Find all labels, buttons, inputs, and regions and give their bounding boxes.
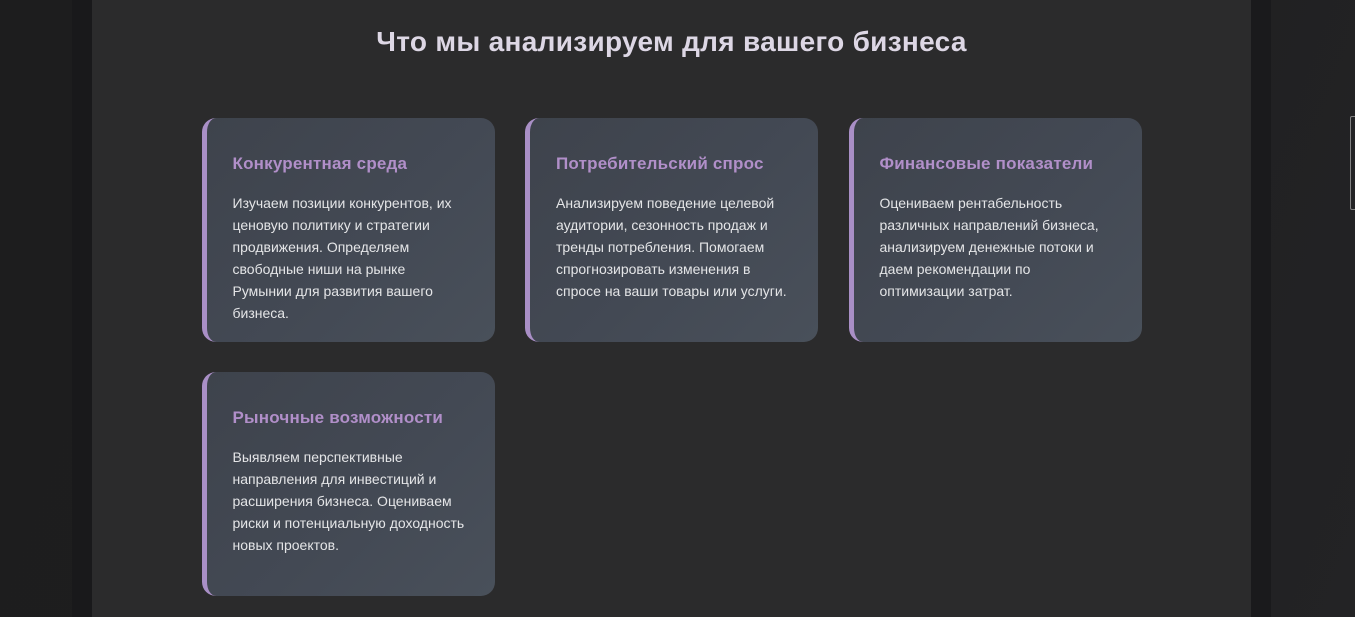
card-market-opportunities (202, 372, 495, 596)
partial-offscreen-widget[interactable] (1350, 116, 1355, 210)
section-title: Что мы анализируем для вашего бизнеса (376, 26, 967, 57)
card-title: Потребительский спрос (556, 154, 764, 173)
card-consumer-demand (525, 118, 818, 342)
content-column (72, 0, 1271, 617)
card-description: Анализируем поведение целевой аудитории, сезонность продаж и тренды потребления. Помогаем спрогнозировать изменения в спросе на ваши товары или услуги. (556, 195, 787, 299)
card-title: Финансовые показатели (879, 154, 1094, 173)
card-description: Выявляем перспективные направления для инвестиций и расширения бизнеса. Оцениваем риски и потенциальную доходность новых проектов. (232, 449, 465, 553)
card-description: Изучаем позиции конкурентов, их ценовую политику и стратегии продвижения. Определяем свободные ниши на рынке Румынии для развития вашего бизнеса. (232, 195, 452, 321)
card-title: Рыночные возможности (232, 408, 444, 427)
analysis-cards-grid (202, 118, 1142, 596)
card-title: Конкурентная среда (232, 154, 408, 173)
card-financial-indicators (849, 118, 1142, 342)
card-description: Оцениваем рентабельность различных направлений бизнеса, анализируем денежные потоки и даем рекомендации по оптимизации затрат. (879, 195, 1099, 299)
card-competitive-environment (202, 118, 495, 342)
